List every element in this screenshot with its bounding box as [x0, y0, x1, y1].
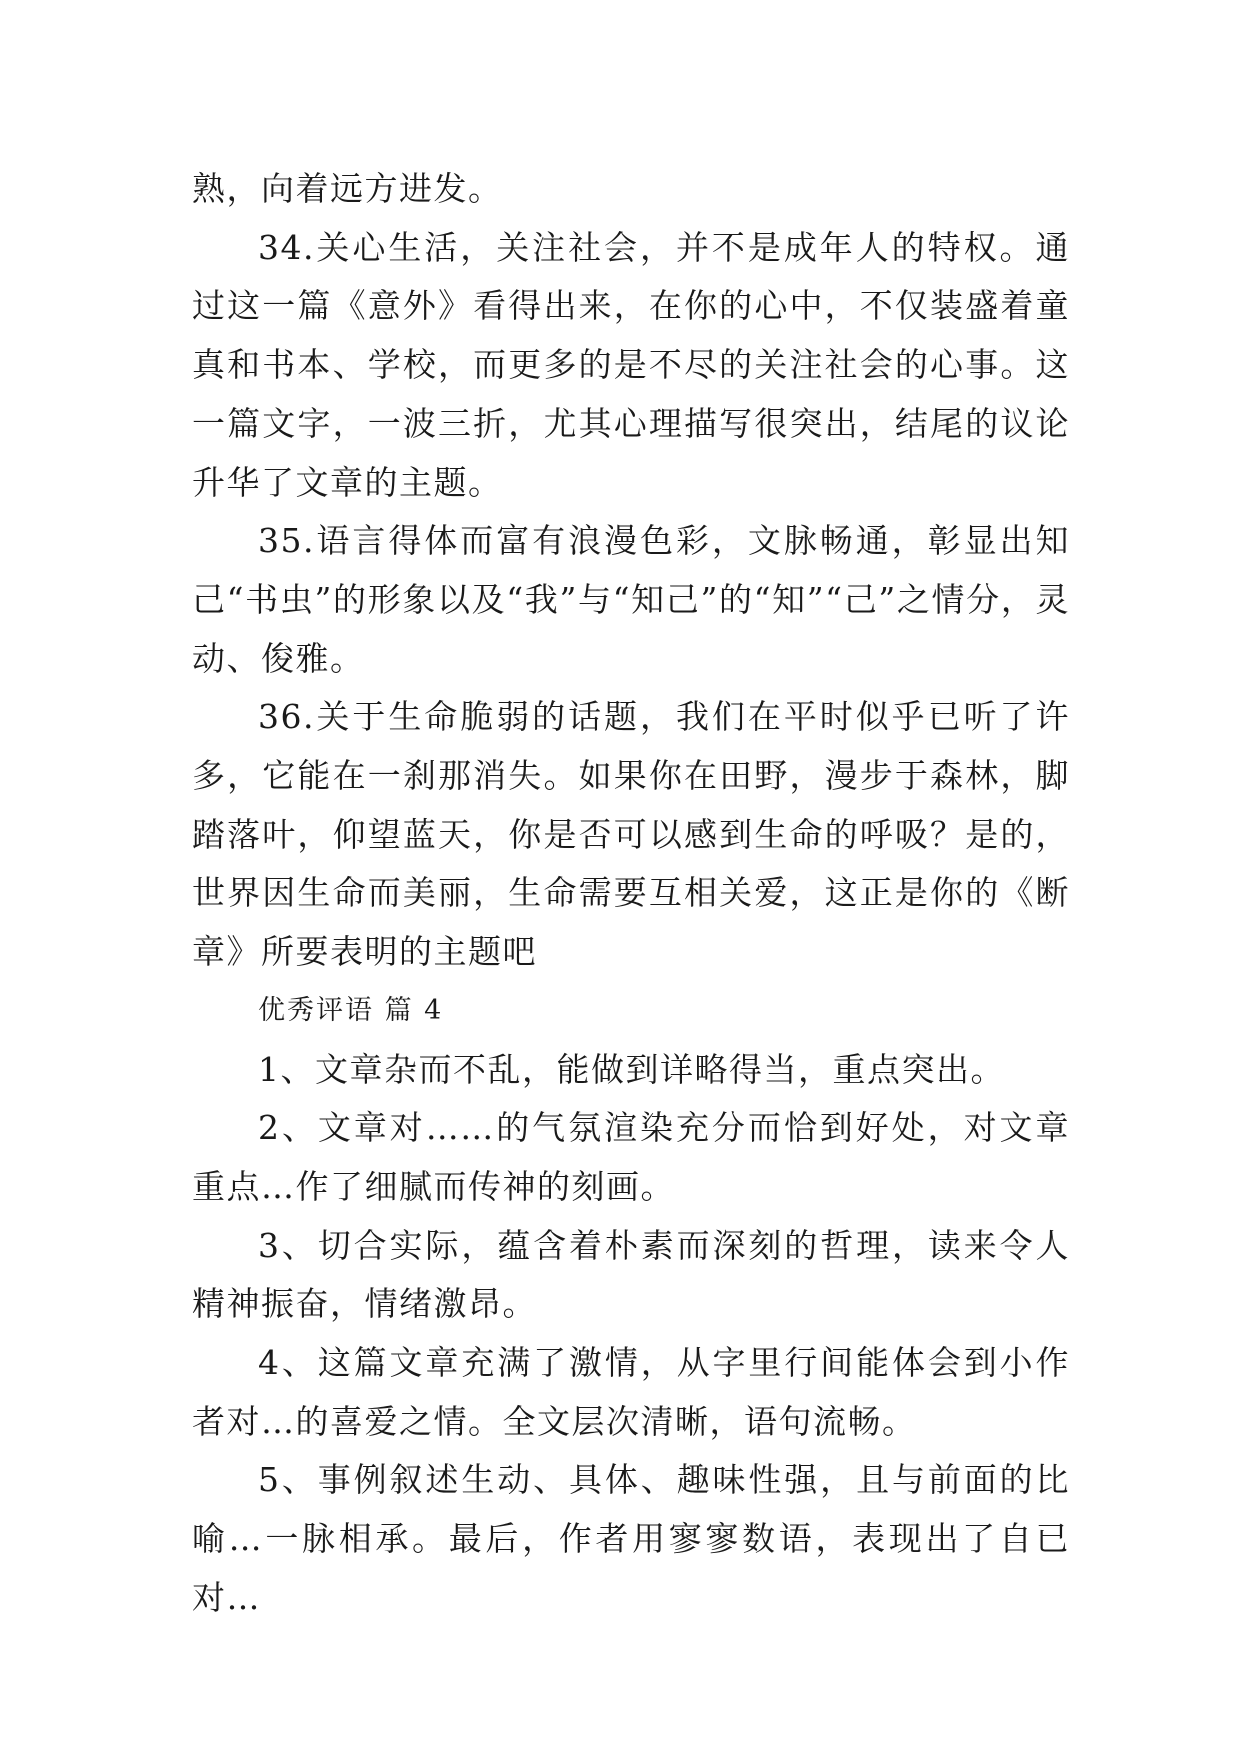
- list-item-2: 2、文章对……的气氛渲染充分而恰到好处，对文章重点…作了细腻而传神的刻画。: [192, 1108, 1070, 1206]
- paragraph-comment-35: 35.语言得体而富有浪漫色彩，文脉畅通，彰显出知己“书虫”的形象以及“我”与“知己”的“知”“己”之情分，灵动、俊雅。: [192, 521, 1070, 678]
- list-item-3: 3、切合实际，蕴含着朴素而深刻的哲理，读来令人精神振奋，情绪激昂。: [192, 1225, 1070, 1324]
- paragraph-comment-34: 34.关心生活，关注社会，并不是成年人的特权。通过这一篇《意外》看得出来，在你的心中，不仅装盛着童真和书本、学校，而更多的是不尽的关注社会的心事。这一篇文字，一波三折，尤其心理描写很突出，结尾的议论升华了文章的主题。: [192, 227, 1070, 502]
- paragraph-comment-36: 36.关于生命脆弱的话题，我们在平时似乎已听了许多，它能在一刹那消失。如果你在田野，漫步于森林，脚踏落叶，仰望蓝天，你是否可以感到生命的呼吸？是的，世界因生命而美丽，生命需要互相关爱，这正是你的《断章》所要表明的主题吧: [192, 697, 1070, 972]
- list-item-4: 4、这篇文章充满了激情，从字里行间能体会到小作者对…的喜爱之情。全文层次清晰，语句流畅。: [192, 1343, 1070, 1441]
- document-body: [192, 160, 1070, 1628]
- list-item-1: 1、文章杂而不乱，能做到详略得当，重点突出。: [258, 1049, 1005, 1089]
- section-heading: 优秀评语 篇 4: [258, 994, 444, 1026]
- paragraph-continuation: 熟，向着远方进发。: [192, 169, 503, 208]
- list-item-5: 5、事例叙述生动、具体、趣味性强，且与前面的比喻…一脉相承。最后，作者用寥寥数语，表现出了自已对…: [192, 1460, 1070, 1617]
